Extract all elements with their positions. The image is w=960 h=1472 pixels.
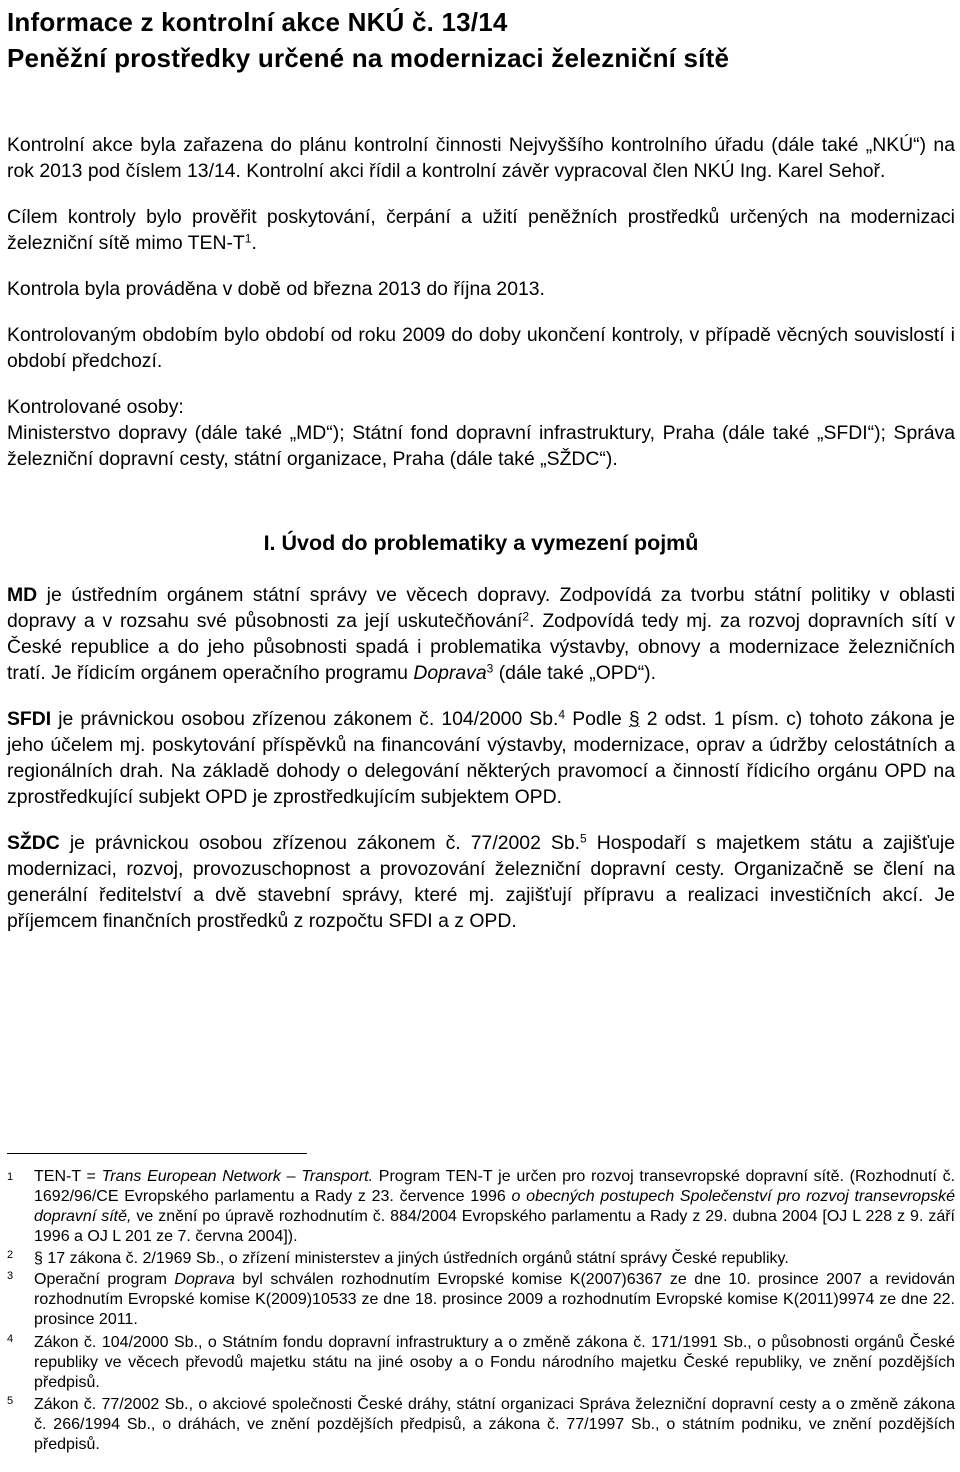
intro-paragraph-4: Kontrolovaným obdobím bylo období od roku 2009 do doby ukončení kontroly, v případě věcných souvislostí i období předchozí. xyxy=(7,324,955,372)
section-heading: I. Úvod do problematiky a vymezení pojmů xyxy=(263,531,699,555)
szdc-paragraph: SŽDC je právnickou osobou zřízenou zákonem č. 77/2002 Sb.$^5$ Hospodaří s majetkem státu a zajišťuje modernizaci, rozvoj, provozuschopnost a provozování železniční dopravní cesty. Organizačně se člení na generální ředitelství a dvě stavební správy, které mj. zajišťují přípravu a realizaci investičních akcí. Je příjemcem finančních prostředků z rozpočtu SFDI a z OPD. xyxy=(7,831,955,932)
footnote-number: 4 xyxy=(7,1333,14,1345)
szdc-term: SŽDC xyxy=(7,832,60,854)
footnote-number: 5 xyxy=(7,1395,14,1407)
title-line-1: Informace z kontrolní akce NKÚ č. 13/14 xyxy=(7,7,508,37)
footnote-2: 2 § 17 zákona č. 2/1969 Sb., o zřízení ministerstev a jiných ústředních orgánů státní správy České republiky. xyxy=(7,1249,955,1269)
footnote-ref-2: 2 xyxy=(522,609,530,624)
footnote-ref-5: 5 xyxy=(580,831,587,846)
footnote-3: 3 Operační program Doprava byl schválen rozhodnutím Evropské komise K(2007)6367 ze dne 10. prosince 2007 a revidován rozhodnutím Evropské komise K(2009)10533 ze dne 18. prosince 2009 a rozhodnutím Evropské komise K(2011)9974 ze dne 22. prosince 2011. xyxy=(7,1270,955,1330)
footnote-5: 5 Zákon č. 77/2002 Sb., o akciové společnosti České dráhy, státní organizaci Správa železniční dopravní cesty a o změně zákona č. 266/1994 Sb., o dráhách, ve znění pozdějších předpisů, a zákona č. 77/1997 Sb., o státním podniku, ve znění pozdějších předpisů. xyxy=(7,1395,955,1455)
md-paragraph: MD je ústředním orgánem státní správy ve věcech dopravy. Zodpovídá za tvorbu státní politiky v oblasti dopravy a v rozsahu své působnosti za její uskutečňování$^2$. Zodpovídá tedy mj. za rozvoj dopravních sítí v České republice a do jeho působnosti spadá i problematika výstavby, obnovy a modernizace železničních tratí. Je řídicím orgánem operačního programu Doprava$^3$ (dále také „OPD“). xyxy=(7,584,955,684)
controlled-entities xyxy=(7,394,955,472)
footnote-ref-4: 4 xyxy=(558,707,566,722)
sfdi-term: SFDI xyxy=(7,708,52,730)
footnote-4: 4 Zákon č. 104/2000 Sb., o Státním fondu dopravní infrastruktury a o změně zákona č. 171/1991 Sb., o působnosti orgánů České republiky ve věcech převodů majetku státu na jiné osoby a o Fondu národního majetku České republiky, ve znění pozdějších předpisů. xyxy=(7,1333,955,1393)
footnote-number: 3 xyxy=(7,1270,14,1282)
footnote-ref-3: 3 xyxy=(486,661,494,676)
footnote-separator xyxy=(7,1153,307,1154)
footnote-ref-1: 1 xyxy=(244,231,252,246)
footnote-1: 1 TEN-T = Trans European Network – Transport. Program TEN-T je určen pro rozvoj transevropské dopravní sítě. (Rozhodnutí č. 1692/96/CE Evropského parlamentu a Rady z 23. července 1996 o obecných postupech Společenství pro rozvoj transevropské dopravní sítě, ve znění po úpravě rozhodnutím č. 884/2004 Evropského parlamentu a Rady z 29. dubna 2004 [OJ L 228 z 9. září 1996 a OJ L 201 ze 7. června 2004]). xyxy=(7,1168,956,1245)
document-page xyxy=(7,4,955,934)
section-sign-link[interactable]: § xyxy=(628,708,640,730)
title-line-2: Peněžní prostředky určené na modernizaci železniční sítě xyxy=(7,43,730,73)
footnote-number: 1 xyxy=(7,1171,14,1183)
md-term: MD xyxy=(7,584,38,606)
intro-paragraph-3: Kontrola byla prováděna v době od března 2013 do října 2013. xyxy=(7,278,545,300)
controlled-entities-list: Ministerstvo dopravy (dále také „MD“); Státní fond dopravní infrastruktury, Praha (dále také „SFDI“); Správa železniční dopravní cesty, státní organizace, Praha (dále také „SŽDC“). xyxy=(7,422,955,470)
intro-paragraph-1: Kontrolní akce byla zařazena do plánu kontrolní činnosti Nejvyššího kontrolního úřadu (dále také „NKÚ“) na rok 2013 pod číslem 13/14. Kontrolní akci řídil a kontrolní závěr vypracoval člen NKÚ Ing. Karel Sehoř. xyxy=(7,134,955,182)
document-title xyxy=(7,4,955,76)
intro-paragraph-2: Cílem kontroly bylo prověřit poskytování, čerpání a užití peněžních prostředků určených na modernizaci železniční sítě mimo TEN-$T^1$. xyxy=(7,206,955,254)
controlled-entities-label: Kontrolované osoby: xyxy=(7,396,184,418)
sfdi-paragraph: SFDI je právnickou osobou zřízenou zákonem č. 104/2000 Sb.$^4$ Podle § 2 odst. 1 písm. c) tohoto zákona je jeho účelem mj. poskytování příspěvků na financování výstavby, modernizace, oprav a údržby celostátních a regionálních drah. Na základě dohody o delegování některých pravomocí a činností řídicího orgánu OPD na zprostředkující subjekt OPD je zprostředkujícím subjektem OPD. xyxy=(7,707,956,808)
footnote-number: 2 xyxy=(7,1249,14,1261)
program-name: Doprava xyxy=(413,662,487,684)
